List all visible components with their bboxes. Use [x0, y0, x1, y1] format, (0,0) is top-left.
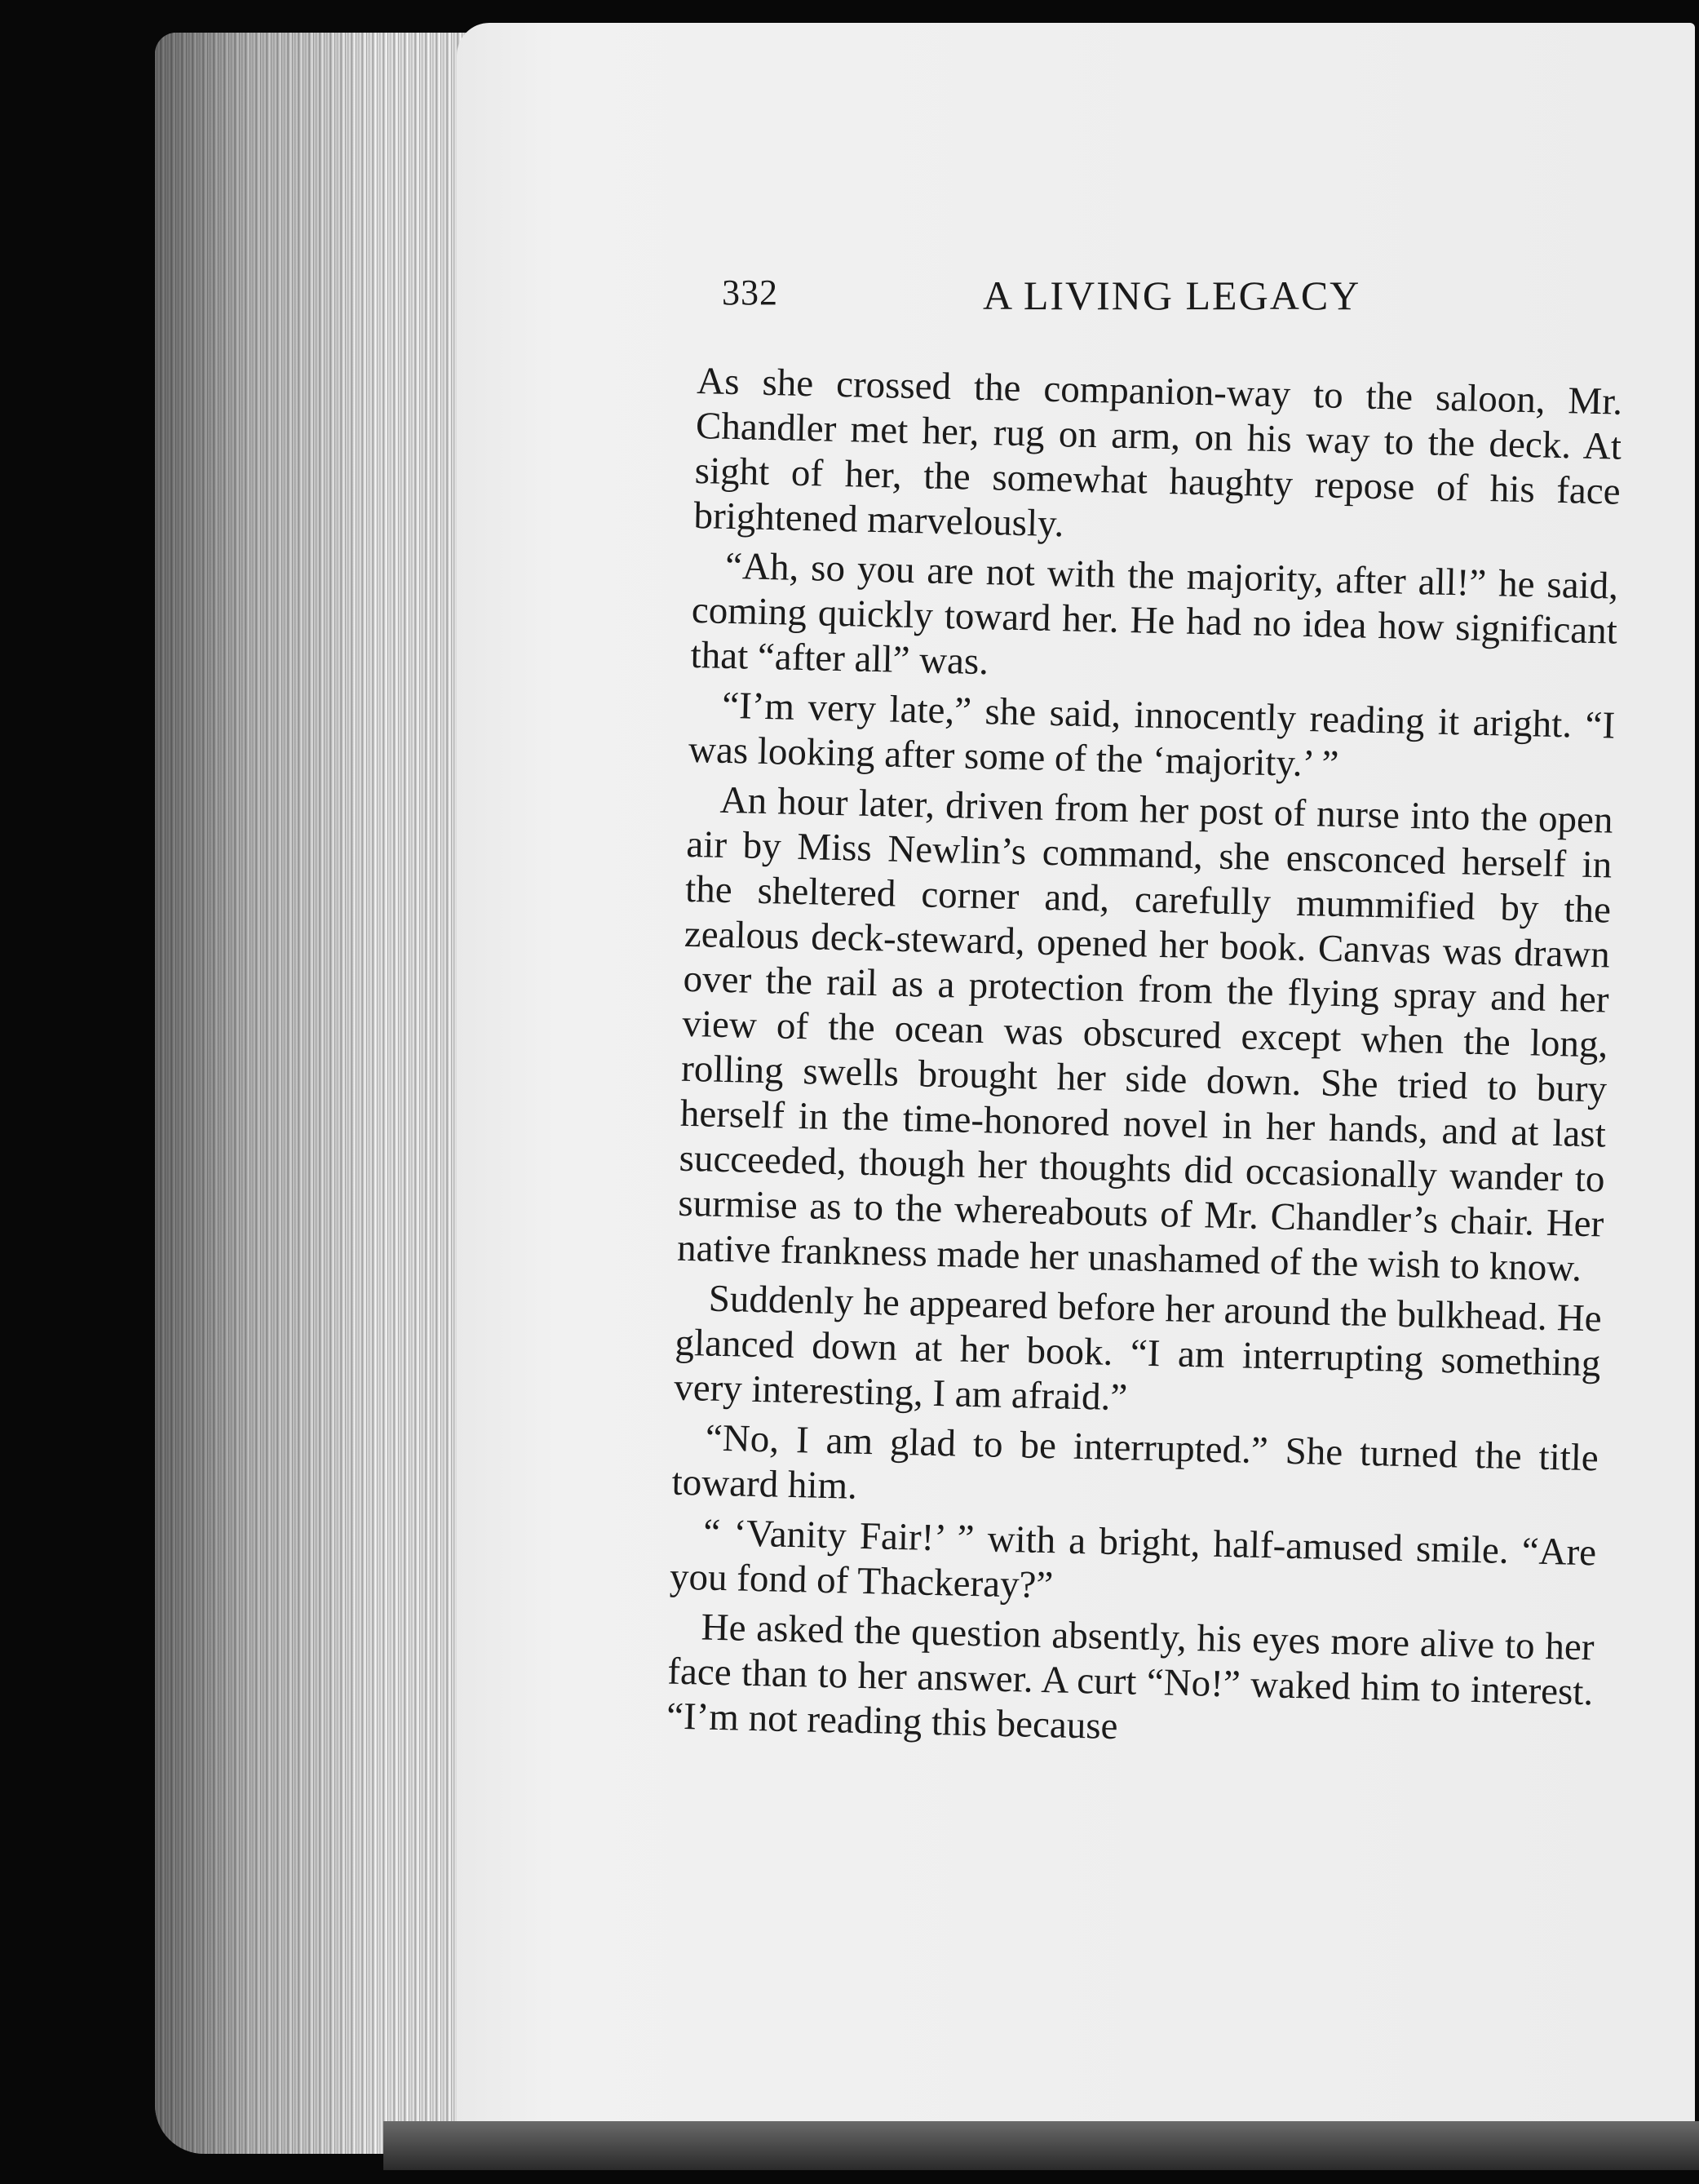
paragraph: “I’m very late,” she said, innocently reading it aright. “I was looking after some of the ‘majority.’ ”	[688, 684, 1616, 786]
body-text	[666, 359, 1622, 1765]
paragraph: As she crossed the companion-way to the saloon, Mr. Chandler met her, rug on arm, on his way to the deck. At sight of her, the somewhat haughty repose of his face brightened marvelously.	[693, 359, 1623, 546]
paragraph: He asked the question absently, his eyes more alive to her face than to her answer. A curt “No!” waked him to interest. “I’m not reading this because	[666, 1606, 1595, 1748]
page-edges	[155, 33, 473, 2154]
paragraph: “No, I am glad to be interrupted.” She turned the title toward him.	[671, 1416, 1599, 1508]
running-title: A LIVING LEGACY	[983, 272, 1361, 318]
page-header	[722, 265, 1619, 330]
paragraph: “Ah, so you are not with the majority, after all!” he said, coming quickly toward her. He had no idea how significant that “after all” was.	[690, 544, 1619, 684]
paragraph: “ ‘Vanity Fair!’ ” with a bright, half-amused smile. “Are you fond of Thackeray?”	[669, 1511, 1597, 1607]
paragraph: Suddenly he appeared before her around the bulkhead. He glanced down at her book. “I am interrupting something very interesting, I am afraid.”	[673, 1277, 1603, 1420]
page-bottom-edge	[383, 2121, 1699, 2170]
paragraph: An hour later, driven from her post of nurse into the open air by Miss Newlin’s command, she ensconced herself in the sheltered corner and, carefully mummified by the zealous deck-steward, opened her book. Canvas was drawn over the rail as a protection from the flying spray and her view of the ocean was obscured except when the long, rolling swells brought her side down. She tried to bury herself in the time-honored novel in her hands, and at last succeeded, though her thoughts did occasionally wander to surmise as to the whereabouts of Mr. Chandler’s chair. Her native frankness made her unashamed of the wish to know.	[676, 778, 1614, 1290]
page-number: 332	[722, 272, 778, 312]
